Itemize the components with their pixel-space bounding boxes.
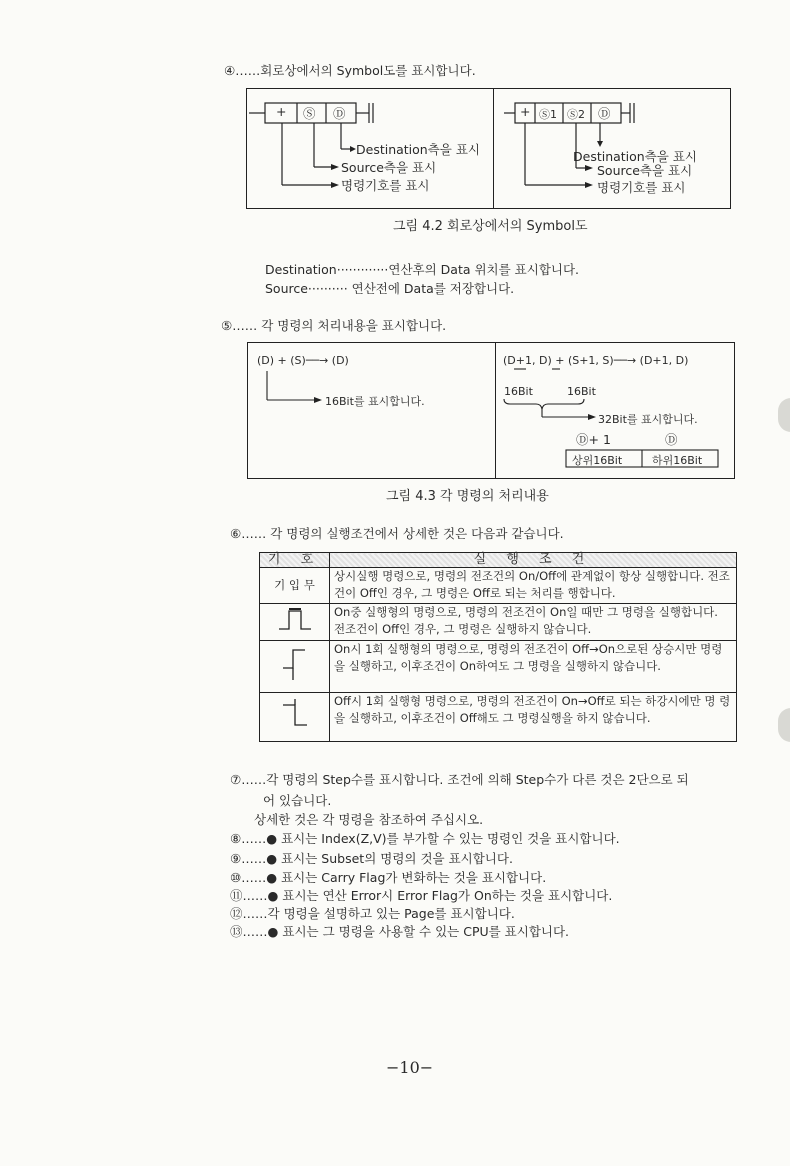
- formula-16bit: (D) + (S)──→ (D): [257, 354, 349, 367]
- pulse-icon: [260, 604, 330, 641]
- figure-4-3: [247, 342, 735, 479]
- item-text: …… 각 명령의 실행조건에서 상세한 것은 다음과 같습니다.: [241, 526, 564, 541]
- item-7: [230, 770, 689, 788]
- note-16bit: 16Bit를 표시합니다.: [325, 395, 425, 408]
- upper-16bit: 상위16Bit: [572, 454, 623, 467]
- symbol-plus: +: [520, 104, 531, 119]
- header-condition: 실 행 조 건: [330, 553, 737, 568]
- symbol-plus: +: [276, 104, 287, 119]
- lower-16bit: 하위16Bit: [652, 454, 703, 467]
- item-9: [230, 849, 513, 867]
- item-marker: ⑦: [230, 772, 242, 787]
- bits-label-a: 16Bit: [504, 385, 533, 398]
- item-marker: ⑫: [230, 906, 243, 921]
- symbol-source-1: Ⓢ1: [539, 108, 557, 121]
- note-32bit: 32Bit를 표시합니다.: [598, 413, 698, 426]
- item-marker: ⑧: [230, 831, 242, 846]
- formula-32bit: (D+1, D) + (S+1, S)──→ (D+1, D): [503, 354, 689, 367]
- item-text: ……● 표시는 Index(Z,V)를 부가할 수 있는 명령인 것을 표시합니다.: [241, 831, 620, 846]
- condition-text: On중 실행형의 명령으로, 명령의 전조건이 On일 때만 그 명령을 실행합니다. 전조건이 Off인 경우, 그 명령은 실행하지 않습니다.: [330, 604, 737, 641]
- item-6: [230, 524, 564, 542]
- item-marker: ⑨: [230, 851, 242, 866]
- item-marker: ⑩: [230, 870, 242, 885]
- item-8: [230, 829, 620, 847]
- definition-source: Source·········· 연산전에 Data를 저장합니다.: [265, 281, 515, 296]
- page-number: −10−: [386, 1058, 434, 1077]
- bits-label-b: 16Bit: [567, 385, 596, 398]
- item-text: ……● 표시는 연산 Error시 Error Flag가 On하는 것을 표시합니다.: [242, 888, 613, 903]
- table-row: [260, 604, 737, 641]
- item-11: [230, 886, 612, 904]
- item-text: ……회로상에서의 Symbol도를 표시합니다.: [235, 63, 476, 78]
- item-marker: ⑤: [221, 318, 233, 333]
- figure-4-3-caption: 그림 4.3 각 명령의 처리내용: [386, 489, 549, 504]
- item-marker: ⑪: [230, 888, 243, 903]
- item-marker: ④: [224, 63, 236, 78]
- symbol-none: 기 입 무: [260, 568, 330, 604]
- figure-4-2: [246, 88, 731, 209]
- label-destination: Destination측을 표시: [573, 149, 698, 164]
- symbol-destination: Ⓓ: [598, 106, 611, 121]
- symbol-destination: Ⓓ: [333, 106, 346, 121]
- label-instruction: 명령기호를 표시: [341, 178, 430, 193]
- execution-condition-table: [259, 552, 737, 742]
- label-d: Ⓓ: [665, 432, 678, 447]
- condition-text: 상시실행 명령으로, 명령의 전조건의 On/Off에 관계없이 항상 실행합니다. 전조건이 Off인 경우, 그 명령은 Off로 되는 처리를 행합니다.: [330, 568, 737, 604]
- item-text: ……● 표시는 Subset의 명령의 것을 표시합니다.: [241, 851, 513, 866]
- header-symbol: 기 호: [260, 553, 330, 568]
- label-destination: Destination측을 표시: [356, 142, 481, 157]
- item-5: [221, 316, 446, 334]
- figure-4-2-caption: 그림 4.2 회로상에서의 Symbol도: [393, 219, 588, 234]
- table-row: [260, 693, 737, 742]
- item-12: [230, 904, 515, 922]
- binder-hole: [778, 708, 790, 742]
- falling-edge-icon: [260, 693, 330, 742]
- item-text: ……● 표시는 Carry Flag가 변화하는 것을 표시합니다.: [241, 870, 547, 885]
- label-d-plus-1: Ⓓ+ 1: [576, 432, 611, 447]
- item-10: [230, 868, 546, 886]
- label-source: Source측을 표시: [597, 163, 693, 178]
- item-7-note: 상세한 것은 각 명령을 참조하여 주십시오.: [254, 812, 484, 827]
- item-4: [224, 61, 476, 79]
- table-row: [260, 568, 737, 604]
- item-13: [230, 922, 569, 940]
- item-text: ……각 명령의 Step수를 표시합니다. 조건에 의해 Step수가 다른 것은 2단으로 되: [241, 772, 689, 787]
- condition-text: On시 1회 실행형의 명령으로, 명령의 전조건이 Off→On으로된 상승시만 명령을 실행하고, 이후조건이 On하여도 그 명령을 실행하지 않습니다.: [330, 641, 737, 693]
- condition-text: Off시 1회 실행형 명령으로, 명령의 전조건이 On→Off로 되는 하강시에만 명 령을 실행하고, 이후조건이 Off해도 그 명령실행을 하지 않습니다.: [330, 693, 737, 742]
- symbol-source-2: Ⓢ2: [567, 108, 585, 121]
- definition-destination: Destination·············연산후의 Data 위치를 표시합니다.: [265, 262, 580, 277]
- item-7-continuation: 어 있습니다.: [263, 793, 332, 808]
- item-text: …… 각 명령의 처리내용을 표시합니다.: [232, 318, 447, 333]
- item-marker: ⑥: [230, 526, 242, 541]
- item-text: ……각 명령을 설명하고 있는 Page를 표시합니다.: [242, 906, 515, 921]
- item-text: ……● 표시는 그 명령을 사용할 수 있는 CPU를 표시합니다.: [242, 924, 570, 939]
- label-instruction: 명령기호를 표시: [597, 180, 686, 195]
- label-source: Source측을 표시: [341, 160, 437, 175]
- table-row: [260, 641, 737, 693]
- symbol-source: Ⓢ: [303, 106, 316, 121]
- rising-edge-icon: [260, 641, 330, 693]
- table-header-row: [260, 553, 737, 568]
- item-marker: ⑬: [230, 924, 243, 939]
- binder-hole: [778, 398, 790, 432]
